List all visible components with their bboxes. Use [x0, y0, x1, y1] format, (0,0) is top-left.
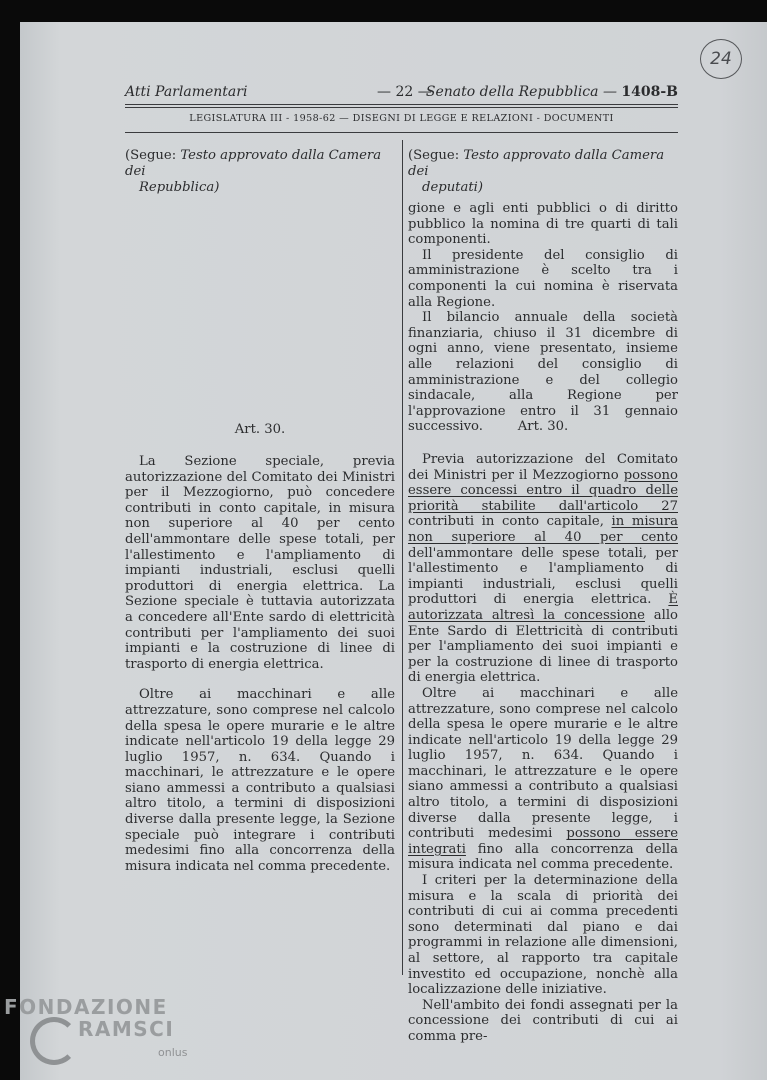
document-page	[20, 22, 767, 1080]
right-paragraph-0b: Il presidente del consiglio di amministrazione è scelto tra i componenti la cui nomina è riservata alla Regione.	[408, 247, 678, 310]
left-paragraph-2: Oltre ai macchinari e alle attrezzature, sono comprese nel calcolo della spesa le opere murarie e le altre indicate nell'articolo 19 della legge 29 luglio 1957, n. 634. Quando i macchinari, le attrezzature e le opere siano ammessi a contributo a qualsiasi altro titolo, a termini di disposizioni diverse dalla presente legge, la Sezione speciale può integrare i contributi medesimi fino alla concorrenza della misura indicata nel comma precedente.	[125, 687, 395, 874]
header-rule-thin	[125, 107, 678, 108]
header-right: Senato della Repubblica — 1408-B	[425, 84, 678, 100]
watermark-line2: RAMSCI	[78, 1017, 175, 1041]
left-article-title: Art. 30.	[234, 422, 286, 437]
document-number: 1408-B	[621, 84, 678, 100]
right-article-body	[408, 452, 678, 1045]
watermark-logo	[0, 995, 200, 1075]
right-paragraph-0: gione e agli enti pubblici o di diritto pubblico la nomina di tre quarti di tali componenti.	[408, 201, 678, 248]
right-segue: (Segue: Testo approvato dalla Camera dei deputati)	[408, 148, 665, 195]
right-paragraph-1: Previa autorizzazione del Comitato dei Ministri per il Mezzogiorno possono essere concessi entro il quadro delle priorità stabilite dall'articolo 27 contributi in conto capitale, in misura non superiore al 40 per cento dell'ammontare delle spese totali, per l'allestimento e l'ampliamento di impianti industriali, esclusi quelli produttori di energia elettrica. È autorizzata altresì la concessione allo Ente Sardo di Elettricità di contributi per l'ampliamento dei suoi impianti e per la costruzione di linee di trasporto di energia elettrica.	[408, 452, 678, 686]
page-stamp: 24	[700, 39, 742, 79]
page-header	[125, 84, 678, 104]
header-rule	[125, 104, 678, 105]
subheader-rule	[125, 132, 678, 133]
right-paragraph-3: I criteri per la determinazione della misura e la scala di priorità dei contributi di cui ai comma precedenti sono determinati dal piano e dai programmi in relazione alle dimensioni, al settore, al rapporto tra capitale investito ed occupazione, nonchè alla localizzazione delle iniziative.	[408, 873, 678, 998]
left-segue: (Segue: Testo approvato dalla Camera dei Repubblica)	[125, 148, 382, 195]
amended-text: possono essere concessi entro il quadro delle priorità stabilite dall'articolo 27	[408, 467, 678, 514]
header-left: Atti Parlamentari	[125, 84, 248, 100]
right-previous-article-tail	[408, 201, 678, 435]
left-article-body	[125, 454, 395, 874]
column-divider	[402, 140, 403, 975]
right-paragraph-4: Nell'ambito dei fondi assegnati per la concessione dei contributi di cui ai comma pre-	[408, 997, 678, 1044]
subheader: LEGISLATURA III - 1958-62 — DISEGNI DI LEGGE E RELAZIONI - DOCUMENTI	[189, 113, 614, 124]
g-logo-icon	[30, 1017, 78, 1065]
amended-text: possono essere integrati	[408, 826, 678, 857]
right-article-title: Art. 30.	[517, 419, 569, 434]
amended-text: È autorizzata altresì la concessione	[408, 592, 678, 623]
page-number: — 22 —	[377, 84, 432, 100]
right-paragraph-2: Oltre ai macchinari e alle attrezzature, sono comprese nel calcolo della spesa le opere murarie e le altre indicate nell'articolo 19 della legge 29 luglio 1957, n. 634. Quando i macchinari, le attrezzature e le opere siano ammessi a contributo a qualsiasi altro titolo, a termini di disposizioni diverse dalla presente legge, i contributi medesimi possono essere integrati fino alla concorrenza della misura indicata nel comma precedente.	[408, 685, 678, 873]
watermark-suffix: onlus	[158, 1046, 188, 1059]
amended-text: in misura non superiore al 40 per cento	[408, 514, 678, 545]
right-paragraph-0c: Il bilancio annuale della società finanziaria, chiuso il 31 dicembre di ogni anno, viene presentato, insieme alle relazioni del consiglio di amministrazione e del collegio sindacale, alla Regione per l'approvazione entro il 31 gennaio successivo.	[408, 310, 678, 435]
watermark-line1: FONDAZIONE	[4, 995, 168, 1019]
left-paragraph-1: La Sezione speciale, previa autorizzazione del Comitato dei Ministri per il Mezzogiorno, può concedere contributi in conto capitale, in misura non superiore al 40 per cento dell'ammontare delle spese totali, per l'allestimento e l'ampliamento di impianti industriali, esclusi quelli produttori di energia elettrica. La Sezione speciale è tuttavia autorizzata a concedere all'Ente sardo di elettricità contributi per l'ampliamento dei suoi impianti e la costruzione di linee di trasporto di energia elettrica.	[125, 454, 395, 672]
